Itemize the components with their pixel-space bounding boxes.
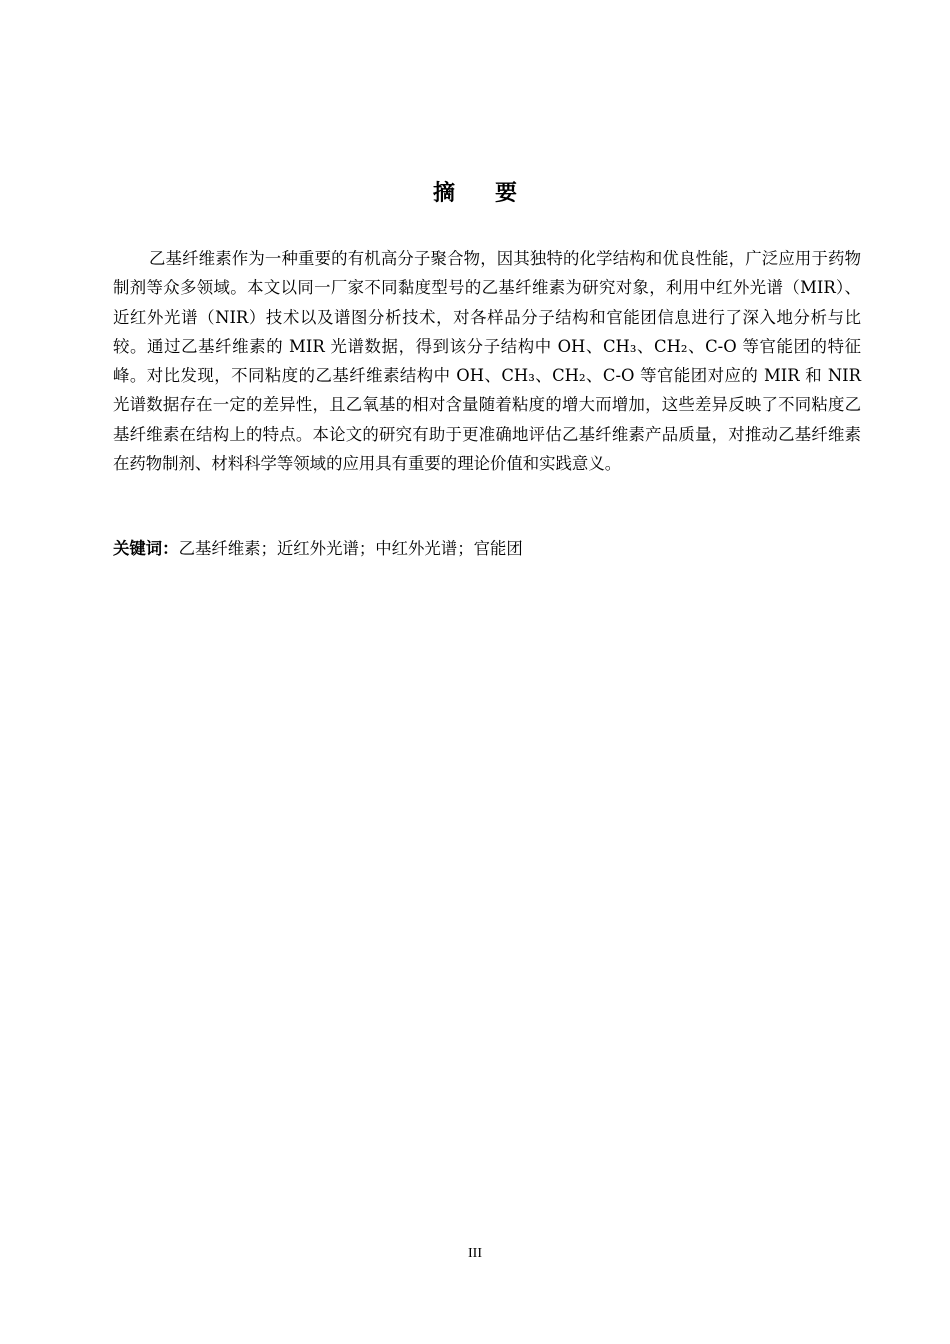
keywords-line	[113, 534, 861, 563]
page-title: 摘要	[432, 181, 557, 206]
abstract-paragraph: 乙基纤维素作为一种重要的有机高分子聚合物，因其独特的化学结构和优良性能，广泛应用于药物制剂等众多领域。本文以同一厂家不同黏度型号的乙基纤维素为研究对象，利用中红外光谱（MIR）、近红外光谱（NIR）技术以及谱图分析技术，对各样品分子结构和官能团信息进行了深入地分析与比较。通过乙基纤维素的 MIR 光谱数据，得到该分子结构中 OH、CH₃、CH₂、C-O 等官能团的特征峰。对比发现，不同粘度的乙基纤维素结构中 OH、CH₃、CH₂、C-O 等官能团对应的 MIR 和 NIR 光谱数据存在一定的差异性，且乙氧基的相对含量随着粘度的增大而增加，这些差异反映了不同粘度乙基纤维素在结构上的特点。本论文的研究有助于更准确地评估乙基纤维素产品质量，对推动乙基纤维素在药物制剂、材料科学等领域的应用具有重要的理论价值和实践意义。	[113, 249, 861, 474]
keywords-label: 关键词：	[113, 539, 179, 558]
keywords-text: 乙基纤维素；近红外光谱；中红外光谱；官能团	[178, 539, 523, 558]
page-number: III	[468, 1246, 482, 1261]
